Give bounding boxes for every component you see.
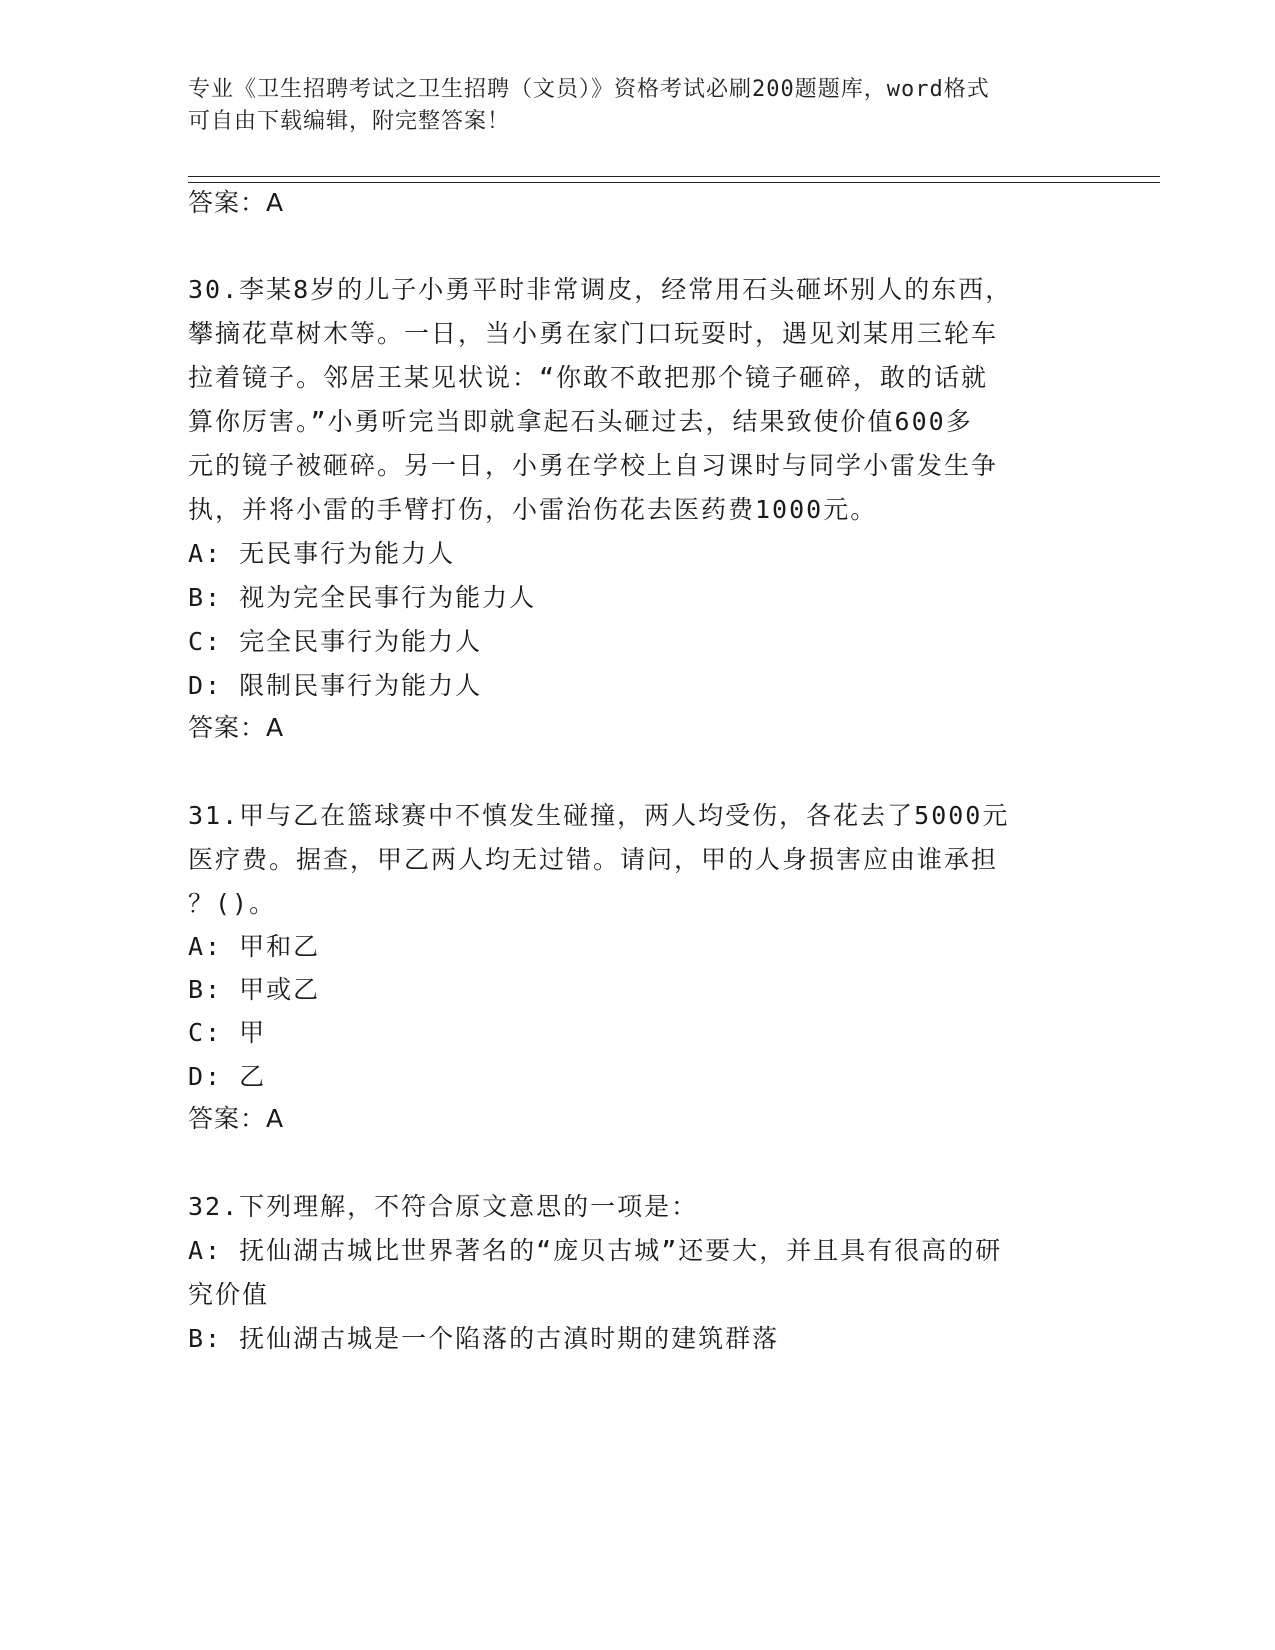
q31-option-a: A: 甲和乙 xyxy=(188,932,321,961)
q30-option-c: C: 完全民事行为能力人 xyxy=(188,627,483,656)
q31-line-3: ？()。 xyxy=(188,889,277,918)
q32-option-a: A: 抚仙湖古城比世界著名的“庞贝古城”还要大，并且具有很高的研 xyxy=(188,1236,1003,1265)
q31-answer: 答案：A xyxy=(188,1104,285,1133)
q30-line-2: 攀摘花草树木等。一日，当小勇在家门口玩耍时，遇见刘某用三轮车 xyxy=(188,319,999,348)
q32-line-1: 32.下列理解，不符合原文意思的一项是： xyxy=(188,1192,699,1221)
q31-line-1: 31.甲与乙在篮球赛中不慎发生碰撞，两人均受伤，各花去了5000元 xyxy=(188,801,1010,830)
q30-option-a: A: 无民事行为能力人 xyxy=(188,539,456,568)
q30-line-5: 元的镜子被砸碎。另一日，小勇在学校上自习课时与同学小雷发生争 xyxy=(188,451,999,480)
q30-line-3: 拉着镜子。邻居王某见状说：“你敢不敢把那个镜子砸碎，敢的话就 xyxy=(188,363,989,392)
q30-option-b: B: 视为完全民事行为能力人 xyxy=(188,583,537,612)
q31-option-c: C: 甲 xyxy=(188,1018,267,1047)
q30-line-4: 算你厉害。”小勇听完当即就拿起石头砸过去，结果致使价值600多 xyxy=(188,407,973,436)
page-header xyxy=(188,74,1068,138)
q32-option-b: B: 抚仙湖古城是一个陷落的古滇时期的建筑群落 xyxy=(188,1324,780,1353)
header-line-1: 专业《卫生招聘考试之卫生招聘（文员）》资格考试必刷200题题库，word格式 xyxy=(188,77,990,102)
header-line-2: 可自由下载编辑，附完整答案！ xyxy=(188,109,511,134)
q31-line-2: 医疗费。据查，甲乙两人均无过错。请问，甲的人身损害应由谁承担 xyxy=(188,845,999,874)
q30-answer: 答案：A xyxy=(188,713,285,742)
q31-option-d: D: 乙 xyxy=(188,1062,267,1091)
q31-option-b: B: 甲或乙 xyxy=(188,975,321,1004)
answer-prev: 答案：A xyxy=(188,188,285,217)
header-rule-bottom xyxy=(188,182,1160,183)
q30-option-d: D: 限制民事行为能力人 xyxy=(188,671,483,700)
q30-line-6: 执，并将小雷的手臂打伤，小雷治伤花去医药费1000元。 xyxy=(188,495,878,524)
header-rule-top xyxy=(188,176,1160,177)
q30-line-1: 30.李某8岁的儿子小勇平时非常调皮，经常用石头砸坏别人的东西， xyxy=(188,275,1013,304)
q32-option-a-cont: 究价值 xyxy=(188,1280,270,1309)
